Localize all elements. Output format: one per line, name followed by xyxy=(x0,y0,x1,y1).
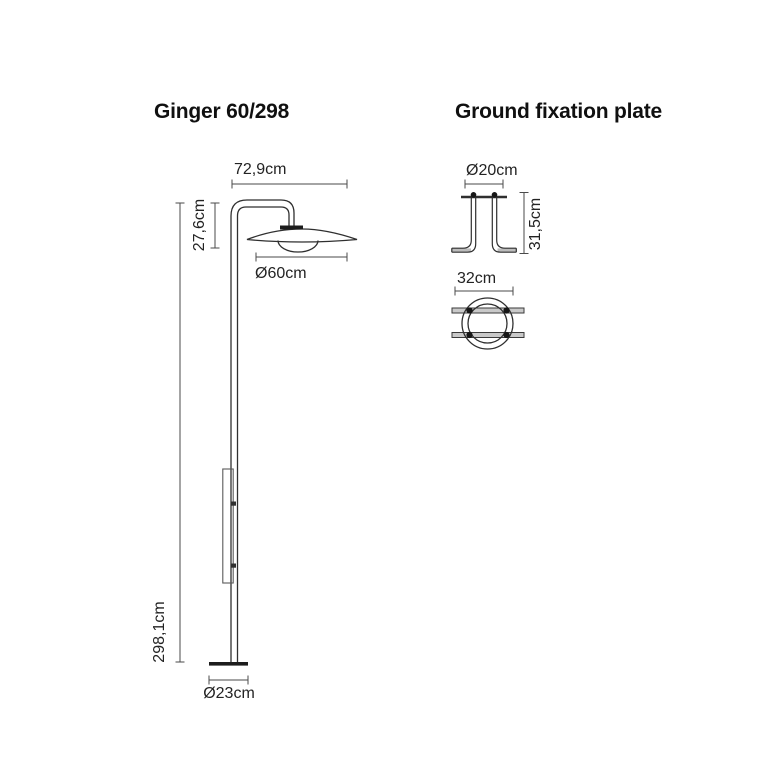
label-anchor-height: 31,5cm xyxy=(527,197,544,251)
bolt-side-right xyxy=(492,192,498,198)
label-total-height: 298,1cm xyxy=(151,601,168,663)
lamp-pole-connector-upper xyxy=(231,502,236,506)
lamp-dimension-lines xyxy=(176,180,348,685)
label-head-height: 27,6cm xyxy=(191,198,208,252)
lamp-base-plate xyxy=(209,662,248,666)
anchor-bar-upper xyxy=(452,308,524,313)
label-base-diameter: Ø23cm xyxy=(203,685,255,702)
anchor-foot-left-fill xyxy=(452,248,471,252)
fixation-top-view xyxy=(452,298,524,349)
bolt-bottom-right xyxy=(503,332,509,338)
lamp-shade xyxy=(247,229,357,242)
anchor-rod-right-outer xyxy=(497,197,517,248)
bolt-top-left xyxy=(466,307,472,313)
fixation-side-view xyxy=(452,192,517,252)
bolt-top-right xyxy=(503,307,509,313)
lamp-mount-cap xyxy=(280,226,303,230)
label-arm-span: 72,9cm xyxy=(234,161,287,178)
lamp-pole-connector-lower xyxy=(231,564,236,568)
anchor-bar-lower xyxy=(452,333,524,338)
anchor-rod-left-outer xyxy=(452,197,472,248)
bolt-side-left xyxy=(471,192,477,198)
fixation-title: Ground fixation plate xyxy=(455,100,662,123)
anchor-rod-right-inner xyxy=(492,197,516,252)
label-plate-diameter: Ø20cm xyxy=(466,162,518,179)
bolt-bottom-left xyxy=(466,332,472,338)
label-overall-width: 32cm xyxy=(457,270,497,287)
lamp-title: Ginger 60/298 xyxy=(154,100,290,123)
anchor-foot-right-fill xyxy=(498,248,517,252)
anchor-rod-left-inner xyxy=(452,197,476,252)
label-shade-diameter: Ø60cm xyxy=(255,265,307,282)
plate-outer-circle xyxy=(462,298,513,349)
